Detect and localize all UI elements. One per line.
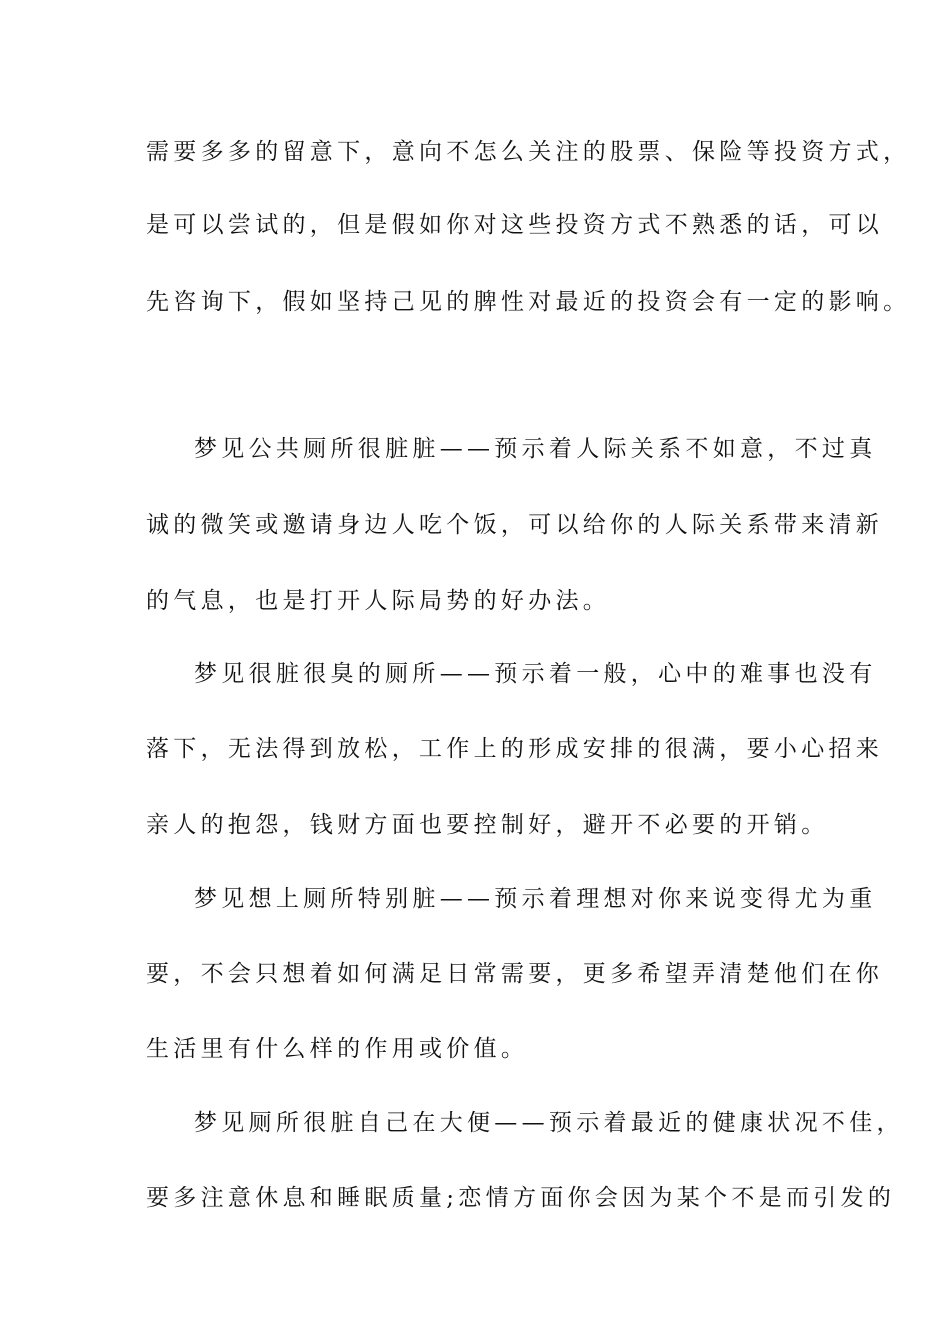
- text-line: 要多注意休息和睡眠质量;恋情方面你会因为某个不是而引发的: [146, 1185, 896, 1211]
- text-line: 的气息，也是打开人际局势的好办法。: [146, 588, 611, 614]
- text-line: 亲人的抱怨，钱财方面也要控制好，避开不必要的开销。: [146, 812, 829, 838]
- text-line: 梦见厕所很脏自己在大便——预示着最近的健康状况不佳，: [194, 1110, 904, 1136]
- text-line: 先咨询下，假如坚持己见的脾性对最近的投资会有一定的影响。: [146, 289, 911, 315]
- text-line: 梦见很脏很臭的厕所——预示着一般，心中的难事也没有: [194, 661, 877, 687]
- text-line: 梦见想上厕所特别脏——预示着理想对你来说变得尤为重: [194, 886, 877, 912]
- text-line: 梦见公共厕所很脏脏——预示着人际关系不如意，不过真: [194, 436, 877, 462]
- text-line: 落下，无法得到放松，工作上的形成安排的很满，要小心招来: [146, 736, 884, 762]
- text-line: 诚的微笑或邀请身边人吃个饭，可以给你的人际关系带来清新: [146, 512, 884, 538]
- text-line: 需要多多的留意下，意向不怎么关注的股票、保险等投资方式，: [146, 139, 911, 165]
- text-line: 要，不会只想着如何满足日常需要，更多希望弄清楚他们在你: [146, 961, 884, 987]
- text-line: 生活里有什么样的作用或价值。: [146, 1036, 529, 1062]
- text-line: 是可以尝试的，但是假如你对这些投资方式不熟悉的话，可以: [146, 212, 884, 238]
